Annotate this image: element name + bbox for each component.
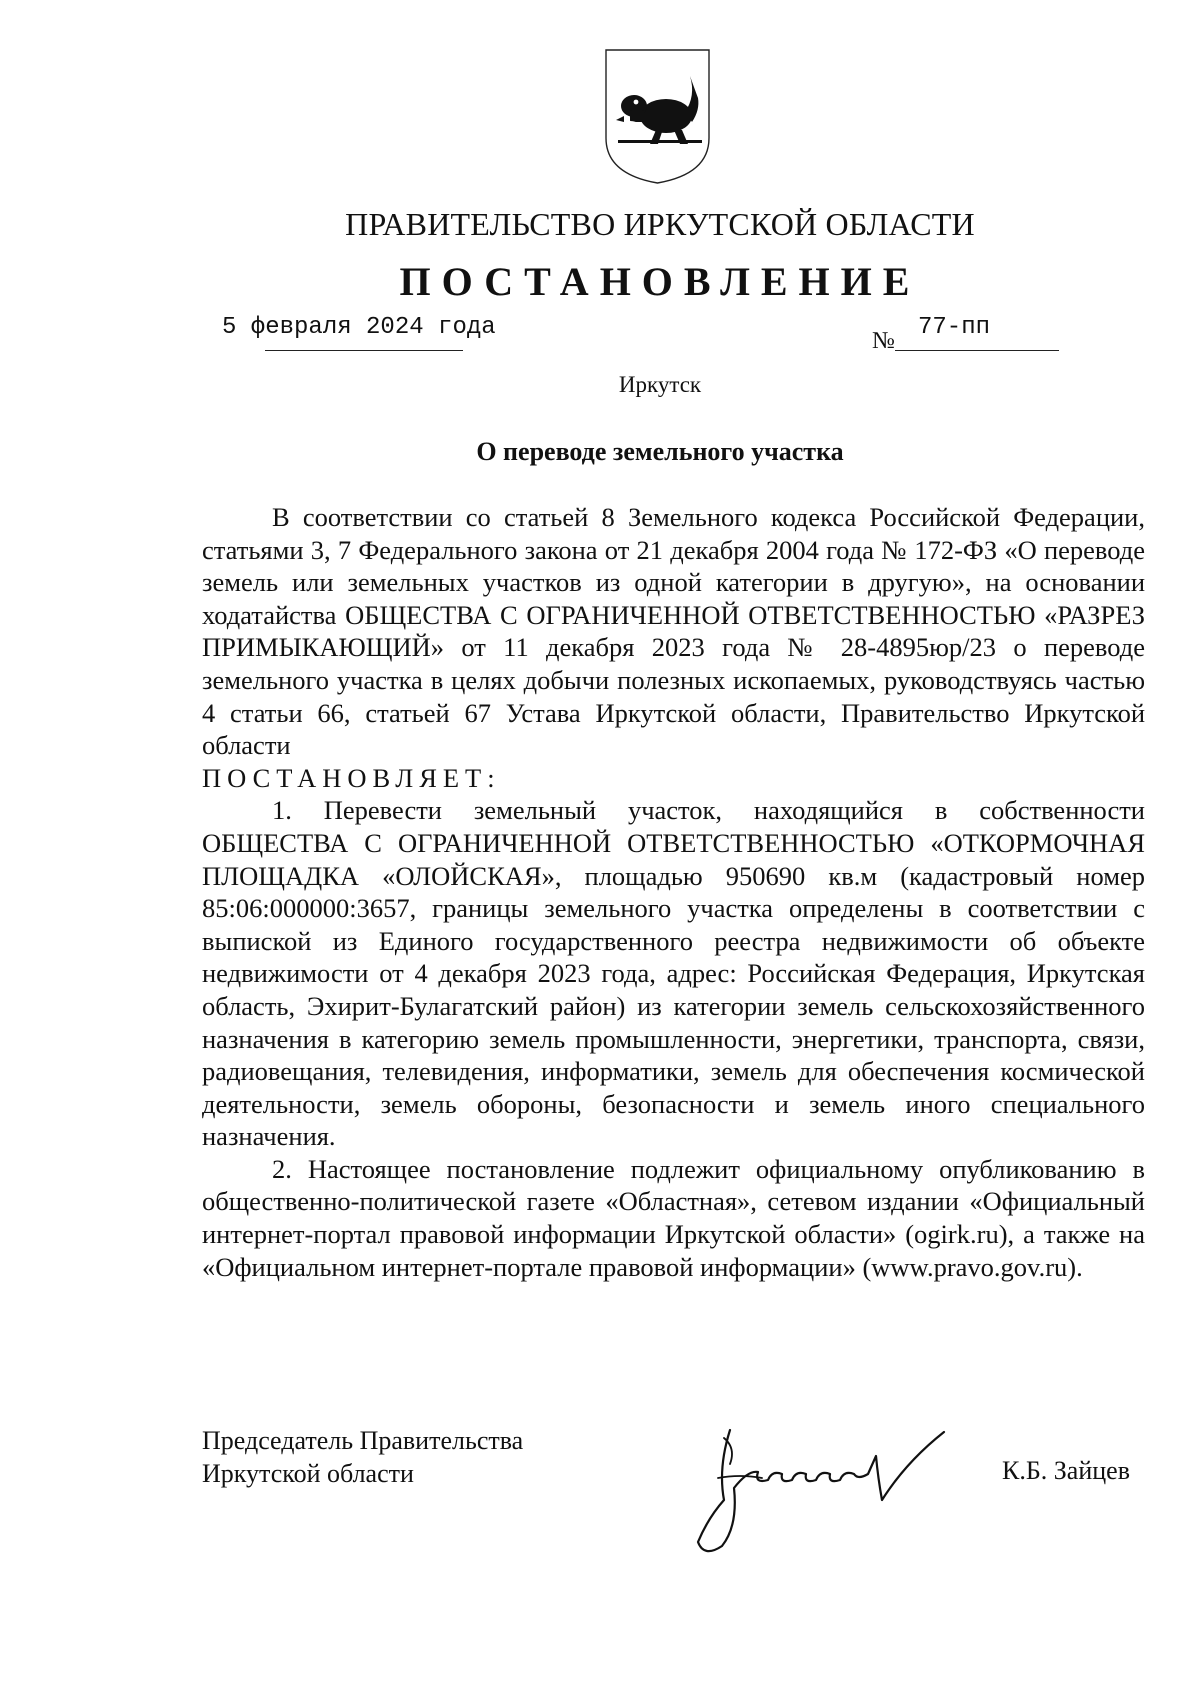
number-underline xyxy=(895,350,1059,351)
number-sign: № xyxy=(872,328,895,354)
position-line-2: Иркутской области xyxy=(202,1459,414,1488)
handwritten-signature-icon xyxy=(678,1408,968,1563)
organization-title: ПРАВИТЕЛЬСТВО ИРКУТСКОЙ ОБЛАСТИ xyxy=(345,206,975,242)
position-line-1: Председатель Правительства xyxy=(202,1426,524,1455)
document-subject: О переводе земельного участка xyxy=(476,437,844,466)
date-underline xyxy=(265,350,463,351)
document-number: 77-пп xyxy=(918,314,991,341)
item-1-paragraph: 1. Перевести земельный участок, находящийся в собственности ОБЩЕСТВА С ОГРАНИЧЕННОЙ ОТВЕТСТВЕННОСТЬЮ «ОТКОРМОЧНАЯ ПЛОЩАДКА «ОЛОЙСКАЯ», площадью 950690 кв.м (кадастровый номер 85:06:000000:3657, границы земельного участка определены в соответствии с выпиской из Единого государственного реестра недвижимости об объекте недвижимости от 4 декабря 2023 года, адрес: Российская Федерация, Иркутская область, Эхирит-Булагатский район) из категории земель сельскохозяйственного назначения в категорию земель промышленности, энергетики, транспорта, связи, радиовещания, телевидения, информатики, земель для обеспечения космической деятельности, земель обороны, безопасности и земель иного специального назначения. xyxy=(202,795,1145,1152)
city-name: Иркутск xyxy=(618,372,702,397)
signatory-position xyxy=(202,1424,523,1490)
item-2-paragraph: 2. Настоящее постановление подлежит официальному опубликованию в общественно-политической газете «Областная», сетевом издании «Официальный интернет-портал правовой информации Иркутской области» (ogirk.ru), а также на «Официальном интернет-портале правовой информации» (www.pravo.gov.ru). xyxy=(202,1153,1145,1282)
signatory-name: К.Б. Зайцев xyxy=(1002,1456,1130,1485)
coat-of-arms-icon xyxy=(600,46,715,186)
document-date: 5 февраля 2024 года xyxy=(222,314,496,341)
document-body xyxy=(202,501,1145,1283)
decree-word: ПОСТАНОВЛЯЕТ: xyxy=(202,762,501,793)
document-type-title: ПОСТАНОВЛЕНИЕ xyxy=(399,259,921,304)
preamble-paragraph: В соответствии со статьей 8 Земельного кодекса Российской Федерации, статьями 3, 7 Федерального закона от 21 декабря 2004 года № 172-ФЗ «О переводе земель или земельных участков из одной категории в другую», на основании ходатайства ОБЩЕСТВА С ОГРАНИЧЕННОЙ ОТВЕТСТВЕННОСТЬЮ «РАЗРЕЗ ПРИМЫКАЮЩИЙ» от 11 декабря 2023 года № 28-4895юр/23 о переводе земельного участка в целях добычи полезных ископаемых, руководствуясь частью 4 статьи 66, статьей 67 Устава Иркутской области, Правительство Иркутской области xyxy=(202,502,1145,761)
